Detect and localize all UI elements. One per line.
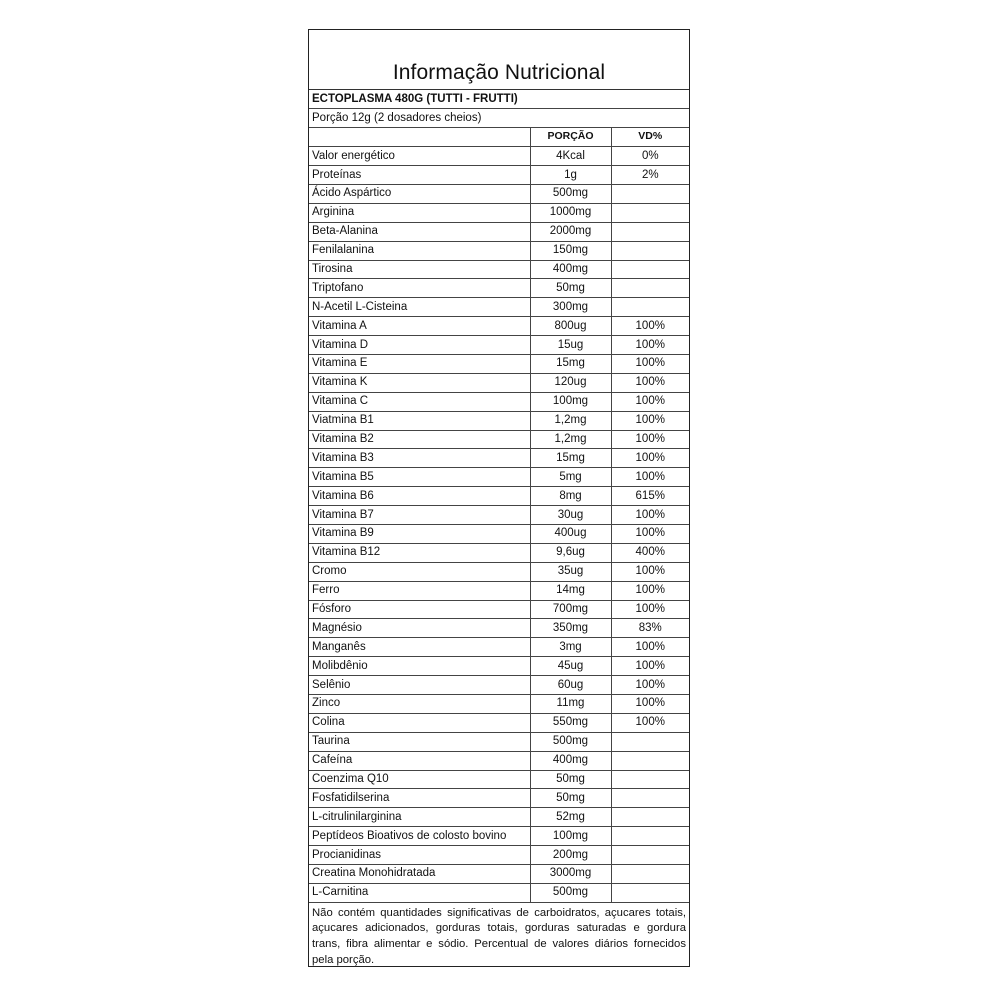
portion-value: 400ug [530,524,611,543]
portion-value: 1000mg [530,203,611,222]
dv-value: 2% [611,166,689,185]
portion-value: 500mg [530,732,611,751]
nutrient-name: Vitamina B2 [309,430,530,449]
table-row [309,600,689,619]
dv-value: 100% [611,600,689,619]
dv-value [611,279,689,298]
product-name: ECTOPLASMA 480G (TUTTI - FRUTTI) [309,90,689,109]
dv-value: 100% [611,392,689,411]
table-row [309,638,689,657]
portion-value: 1g [530,166,611,185]
nutrient-name: Vitamina K [309,373,530,392]
nutrient-name: N-Acetil L-Cisteina [309,298,530,317]
table-row [309,298,689,317]
nutrition-table [309,128,689,903]
dv-value [611,260,689,279]
nutrient-name: Vitamina D [309,336,530,355]
portion-value: 4Kcal [530,147,611,166]
portion-value: 15mg [530,354,611,373]
table-row [309,203,689,222]
table-row [309,865,689,884]
nutrient-name: Beta-Alanina [309,222,530,241]
table-row [309,713,689,732]
dv-value: 100% [611,524,689,543]
portion-value: 100mg [530,827,611,846]
serving-size: Porção 12g (2 dosadores cheios) [309,109,689,128]
table-row [309,430,689,449]
table-row [309,581,689,600]
table-row [309,449,689,468]
nutrient-name: Creatina Monohidratada [309,865,530,884]
portion-value: 400mg [530,751,611,770]
table-row [309,789,689,808]
table-row [309,279,689,298]
portion-value: 350mg [530,619,611,638]
table-row [309,695,689,714]
portion-value: 500mg [530,883,611,902]
dv-value: 100% [611,581,689,600]
nutrient-name: Cafeína [309,751,530,770]
portion-value: 8mg [530,487,611,506]
label-title: Informação Nutricional [309,30,689,90]
nutrient-name: Valor energético [309,147,530,166]
portion-value: 45ug [530,657,611,676]
footnote: Não contém quantidades significativas de carboidratos, açucares totais, açucares adicionados, gorduras totais, gorduras saturadas e gordura trans, fibra alimentar e sódio. Percentual de valores diários fornecidos pela porção. [312,906,686,966]
portion-value: 3mg [530,638,611,657]
dv-value [611,808,689,827]
dv-value: 100% [611,449,689,468]
nutrient-name: Fenilalanina [309,241,530,260]
nutrient-name: Colina [309,713,530,732]
nutrient-name: Proteínas [309,166,530,185]
dv-value [611,789,689,808]
dv-value [611,203,689,222]
dv-value: 100% [611,695,689,714]
table-row [309,751,689,770]
nutrient-name: Cromo [309,562,530,581]
portion-value: 52mg [530,808,611,827]
table-row [309,468,689,487]
dv-value [611,222,689,241]
portion-value: 550mg [530,713,611,732]
nutrient-name: Molibdênio [309,657,530,676]
portion-value: 50mg [530,789,611,808]
table-row [309,506,689,525]
nutrient-name: Vitamina B12 [309,543,530,562]
dv-value [611,865,689,884]
dv-value: 100% [611,354,689,373]
nutrient-name: Viatmina B1 [309,411,530,430]
table-row [309,241,689,260]
nutrient-name: Taurina [309,732,530,751]
dv-value: 0% [611,147,689,166]
dv-value: 100% [611,562,689,581]
table-row [309,562,689,581]
nutrient-name: Vitamina A [309,317,530,336]
nutrient-name: Vitamina B5 [309,468,530,487]
portion-column-header: PORÇÃO [530,128,611,147]
portion-value: 14mg [530,581,611,600]
table-row [309,184,689,203]
dv-value [611,846,689,865]
portion-value: 60ug [530,676,611,695]
nutrient-name: Peptídeos Bioativos de colosto bovino [309,827,530,846]
portion-value: 120ug [530,373,611,392]
nutrient-name: Tirosina [309,260,530,279]
portion-value: 35ug [530,562,611,581]
table-row [309,222,689,241]
dv-value: 100% [611,411,689,430]
dv-value: 100% [611,468,689,487]
table-header-row [309,128,689,147]
dv-column-header: VD% [611,128,689,147]
table-row [309,373,689,392]
dv-value: 100% [611,317,689,336]
portion-value: 400mg [530,260,611,279]
table-row [309,770,689,789]
dv-value [611,241,689,260]
dv-value [611,751,689,770]
dv-value [611,827,689,846]
portion-value: 9,6ug [530,543,611,562]
table-row [309,354,689,373]
dv-value: 100% [611,336,689,355]
table-row [309,411,689,430]
nutrition-label [308,29,690,967]
dv-value: 100% [611,676,689,695]
nutrient-column-header [309,128,530,147]
table-row [309,317,689,336]
table-row [309,732,689,751]
portion-value: 150mg [530,241,611,260]
dv-value: 100% [611,373,689,392]
portion-value: 300mg [530,298,611,317]
nutrient-name: Vitamina B7 [309,506,530,525]
table-row [309,619,689,638]
nutrient-name: Selênio [309,676,530,695]
nutrient-name: Manganês [309,638,530,657]
nutrient-name: Fosfatidilserina [309,789,530,808]
table-row [309,657,689,676]
portion-value: 100mg [530,392,611,411]
nutrient-name: L-citrulinilarginina [309,808,530,827]
nutrient-name: Vitamina B6 [309,487,530,506]
portion-value: 15mg [530,449,611,468]
nutrient-name: Vitamina E [309,354,530,373]
nutrient-name: Procianidinas [309,846,530,865]
dv-value: 100% [611,430,689,449]
dv-value: 400% [611,543,689,562]
portion-value: 30ug [530,506,611,525]
table-row [309,166,689,185]
portion-value: 11mg [530,695,611,714]
dv-value: 83% [611,619,689,638]
dv-value: 100% [611,713,689,732]
portion-value: 1,2mg [530,430,611,449]
table-row [309,543,689,562]
table-row [309,336,689,355]
dv-value: 615% [611,487,689,506]
dv-value [611,732,689,751]
table-row [309,260,689,279]
table-row [309,147,689,166]
dv-value [611,184,689,203]
nutrient-name: Magnésio [309,619,530,638]
portion-value: 5mg [530,468,611,487]
nutrient-name: Vitamina B3 [309,449,530,468]
dv-value [611,298,689,317]
table-row [309,808,689,827]
table-row [309,827,689,846]
nutrient-name: Fósforo [309,600,530,619]
nutrient-name: Arginina [309,203,530,222]
nutrient-name: Coenzima Q10 [309,770,530,789]
dv-value: 100% [611,657,689,676]
table-row [309,676,689,695]
portion-value: 500mg [530,184,611,203]
portion-value: 200mg [530,846,611,865]
nutrient-name: Ferro [309,581,530,600]
portion-value: 700mg [530,600,611,619]
table-row [309,524,689,543]
nutrient-name: Triptofano [309,279,530,298]
portion-value: 800ug [530,317,611,336]
portion-value: 50mg [530,279,611,298]
portion-value: 1,2mg [530,411,611,430]
table-row [309,487,689,506]
table-row [309,883,689,902]
nutrient-name: Vitamina B9 [309,524,530,543]
nutrition-table-body [309,147,689,903]
dv-value: 100% [611,506,689,525]
nutrient-name: Ácido Aspártico [309,184,530,203]
portion-value: 50mg [530,770,611,789]
table-row [309,846,689,865]
nutrient-name: Zinco [309,695,530,714]
portion-value: 3000mg [530,865,611,884]
portion-value: 15ug [530,336,611,355]
dv-value [611,883,689,902]
nutrient-name: Vitamina C [309,392,530,411]
table-row [309,392,689,411]
nutrient-name: L-Carnitina [309,883,530,902]
dv-value [611,770,689,789]
dv-value: 100% [611,638,689,657]
portion-value: 2000mg [530,222,611,241]
